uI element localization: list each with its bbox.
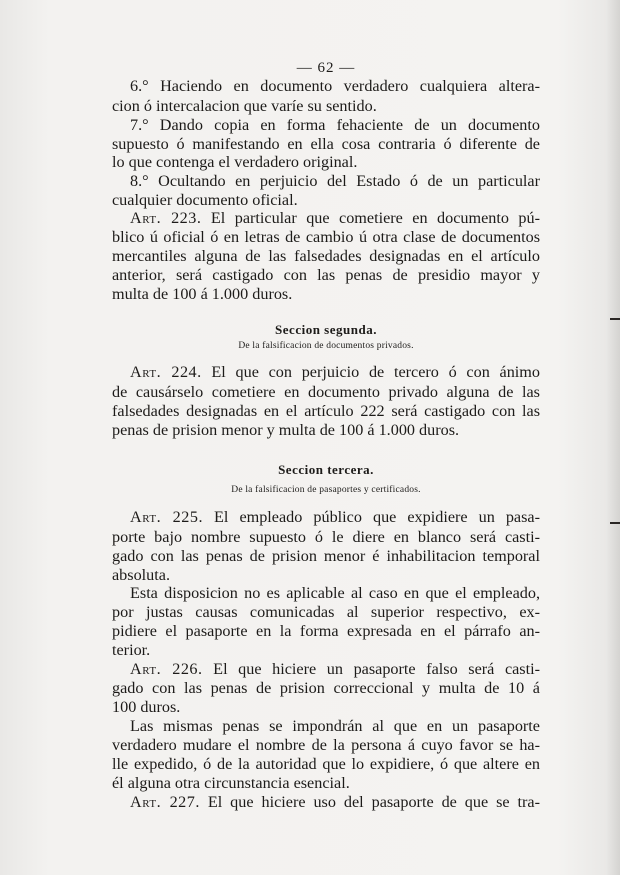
text-line: gado con las penas de prision menor é inhabilitacion temporal (112, 547, 540, 565)
text-line: cion ó intercalacion que varíe su sentido. (112, 97, 377, 115)
section-subheading: De la falsificacion de pasaportes y certificados. (231, 485, 421, 495)
article-line: Art. 226. El que hiciere un pasaporte falso será casti- (130, 660, 540, 678)
page-edge-mark (610, 522, 620, 524)
text-line: absoluta. (112, 566, 170, 584)
article-line: Art. 225. El empleado público que expidiere un pasa- (130, 508, 540, 526)
text-line: porte bajo nombre supuesto ó le diere en blanco será casti- (112, 528, 540, 546)
text-line: supuesto ó manifestando en ella cosa contraria ó diferente de (112, 135, 540, 153)
section-heading: Seccion tercera. (278, 462, 374, 477)
text-line: de causárselo cometiere en documento privado alguna de las (112, 383, 540, 401)
article-number: Art. 224. (130, 363, 202, 381)
text-line: lo que contenga el verdadero original. (112, 153, 358, 171)
article-line: Art. 223. El particular que cometiere en documento pú- (130, 209, 540, 227)
article-number: Art. 226. (130, 660, 203, 678)
article-number: Art. 225. (130, 508, 203, 526)
text-line: Las mismas penas se impondrán al que en un pasaporte (130, 717, 540, 735)
page-edge-mark (610, 318, 620, 320)
text-line: él alguna otra circunstancia esencial. (112, 774, 350, 792)
text-line: falsedades designadas en el artículo 222 será castigado con las (112, 402, 540, 420)
text-line: Esta disposicion no es aplicable al caso en que el empleado, (130, 584, 540, 602)
text-line: penas de prision menor y multa de 100 á 1.000 duros. (112, 421, 460, 439)
text-line: 7.° Dando copia en forma fehaciente de un documento (130, 116, 540, 134)
article-line: Art. 227. El que hiciere uso del pasaporte de que se tra- (130, 793, 540, 811)
text-line: por justas causas comunicadas al superior respectivo, ex- (112, 603, 540, 621)
text-line: pidiere el pasaporte en la forma expresada en el párrafo an- (112, 622, 540, 640)
text-line: blico ú oficial ó en letras de cambio ú otra clase de documentos (112, 228, 540, 246)
text-line: 8.° Ocultando en perjuicio del Estado ó de un particular (130, 172, 540, 190)
text-line: gado con las penas de prision correccional y multa de 10 á (112, 679, 540, 697)
text-line: terior. (112, 641, 151, 659)
text-line: cualquier documento oficial. (112, 191, 298, 209)
text-line: 6.° Haciendo en documento verdadero cualquiera altera- (130, 77, 540, 95)
text-line: multa de 100 á 1.000 duros. (112, 285, 293, 303)
page-edge-shadow (606, 0, 620, 875)
text-line: verdadero mudare el nombre de la persona á cuyo favor se ha- (112, 736, 540, 754)
text-line: lle expedido, ó de la autoridad que lo expidiere, ó que altere en (112, 755, 540, 773)
text-line: mercantiles alguna de las falsedades designadas en el artículo (112, 247, 540, 265)
section-heading: Seccion segunda. (275, 322, 377, 337)
section-subheading: De la falsificacion de documentos privados. (238, 341, 414, 351)
article-number: Art. 223. (130, 209, 202, 227)
text-line: anterior, será castigado con las penas de presidio mayor y (112, 266, 540, 284)
article-line: Art. 224. El que con perjuicio de tercero ó con ánimo (130, 363, 540, 381)
page-number: — 62 — (296, 60, 356, 76)
text-line: 100 duros. (112, 698, 181, 716)
article-number: Art. 227. (130, 793, 200, 811)
